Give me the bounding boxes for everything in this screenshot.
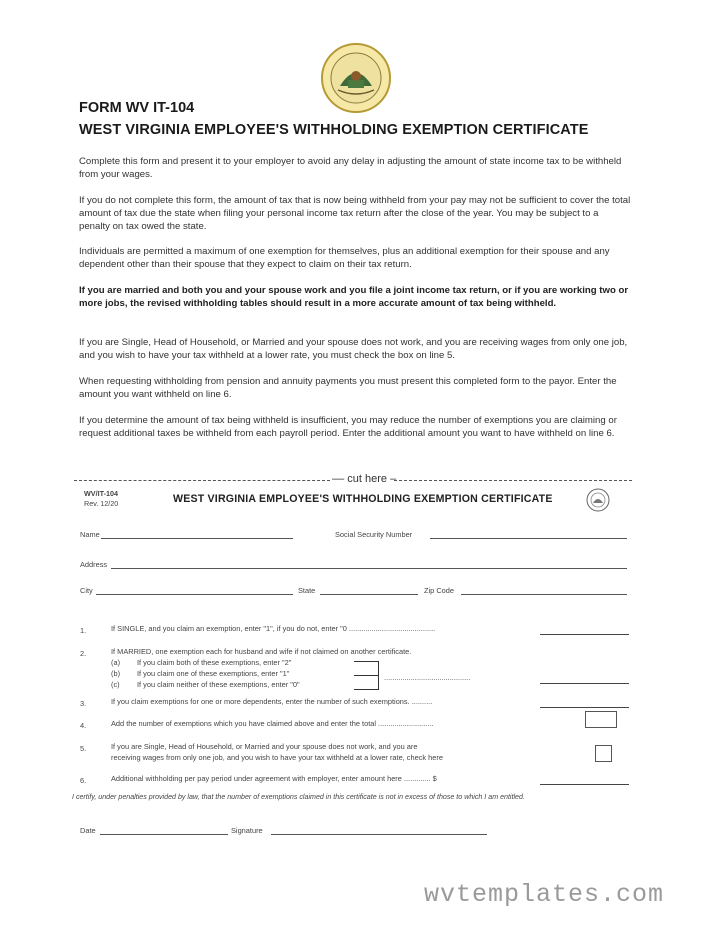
- certificate-revision: Rev. 12/20: [84, 499, 119, 508]
- line-5-text-1: If you are Single, Head of Household, or Married and your spouse does not work, and you are: [111, 742, 418, 751]
- line-4-number: 4.: [80, 721, 87, 730]
- city-field[interactable]: [96, 594, 293, 595]
- form-title: WEST VIRGINIA EMPLOYEE'S WITHHOLDING EXEMPTION CERTIFICATE: [79, 122, 589, 138]
- ssn-label: Social Security Number: [335, 530, 413, 539]
- instruction-paragraph-5: If you are Single, Head of Household, or Married and your spouse does not work, and you are receiving wages from only one job, and you wish to have your tax withheld at a lower rate, you must check the box on line 5.: [79, 337, 628, 361]
- line-2a-label: (a): [111, 658, 121, 667]
- zip-label: Zip Code: [424, 586, 454, 595]
- certification-statement: I certify, under penalties provided by law, that the number of exemptions claimed in this certificate is not in excess of those to which I am entitled.: [72, 793, 525, 801]
- line-1-answer[interactable]: [540, 634, 629, 635]
- cut-line: [74, 473, 632, 487]
- zip-field[interactable]: [461, 594, 627, 595]
- date-label: Date: [80, 826, 96, 835]
- name-label: Name: [80, 530, 100, 539]
- state-seal-icon: [320, 42, 392, 114]
- address-label: Address: [80, 560, 108, 569]
- state-field[interactable]: [320, 594, 418, 595]
- name-field[interactable]: [101, 538, 293, 539]
- line-3-answer[interactable]: [540, 707, 629, 708]
- line-2-answer[interactable]: [540, 683, 629, 684]
- line-2-number: 2.: [80, 649, 87, 658]
- line-5-checkbox[interactable]: [595, 745, 612, 762]
- instruction-paragraph-4: If you are married and both you and your spouse work and you file a joint income tax return, or if you are working two or more jobs, the revised withholding tables should result in a more accurate amount of tax being withheld.: [79, 285, 629, 309]
- signature-field[interactable]: [271, 834, 487, 835]
- line-2b-text: If you claim one of these exemptions, enter "1": [137, 669, 290, 678]
- line-5-number: 5.: [80, 744, 87, 753]
- line-6-text: Additional withholding per pay period under agreement with employer, enter amount here ............. $: [111, 774, 437, 783]
- line-2-text: If MARRIED, one exemption each for husband and wife if not claimed on another certificate.: [111, 647, 412, 656]
- line-2b-label: (b): [111, 669, 121, 678]
- line-2a-text: If you claim both of these exemptions, enter "2": [137, 658, 292, 667]
- state-label: State: [298, 586, 316, 595]
- certificate-form-code: WV/IT-104: [84, 489, 118, 498]
- cut-here-label: –– cut here –: [332, 473, 397, 485]
- instruction-paragraph-2: If you do not complete this form, the amount of tax that is now being withheld from your pay may not be sufficient to cover the total amount of tax due the state when filing your personal income tax return after the close of the year. You may be subject to a penalty on tax owed the state.: [79, 195, 631, 232]
- line-4-text: Add the number of exemptions which you have claimed above and enter the total ...........................: [111, 719, 434, 728]
- address-field[interactable]: [111, 568, 627, 569]
- date-field[interactable]: [100, 834, 228, 835]
- form-id: FORM WV IT-104: [79, 100, 195, 116]
- city-label: City: [80, 586, 93, 595]
- line-2c-label: (c): [111, 680, 120, 689]
- instruction-paragraph-7: If you determine the amount of tax being withheld is insufficient, you may reduce the number of exemptions you are claiming or request additional taxes be withheld from each payroll period. Enter the additional amount you want to have withheld on line 6.: [79, 415, 617, 439]
- line-4-total-box[interactable]: [585, 711, 617, 728]
- line-6-number: 6.: [80, 776, 87, 785]
- watermark: wvtemplates.com: [424, 880, 665, 909]
- line-5-text-2: receiving wages from only one job, and you wish to have your tax withheld at a lower rate, check here: [111, 753, 443, 762]
- instruction-paragraph-1: Complete this form and present it to your employer to avoid any delay in adjusting the amount of state income tax to be withheld from your wages.: [79, 156, 622, 180]
- line-2-dots: ..........................................: [384, 673, 471, 682]
- line-6-answer[interactable]: [540, 784, 629, 785]
- instruction-paragraph-3: Individuals are permitted a maximum of one exemption for themselves, plus an additional exemption for their spouse and any dependent other than their spouse that they expect to claim on their tax return.: [79, 246, 610, 270]
- line-1-number: 1.: [80, 626, 87, 635]
- certificate-title: WEST VIRGINIA EMPLOYEE'S WITHHOLDING EXEMPTION CERTIFICATE: [173, 493, 553, 505]
- line-2-bracket-mid: [354, 675, 378, 676]
- line-3-text: If you claim exemptions for one or more dependents, enter the number of such exemptions. ..........: [111, 697, 433, 706]
- signature-label: Signature: [231, 826, 263, 835]
- line-3-number: 3.: [80, 699, 87, 708]
- line-2c-text: If you claim neither of these exemptions, enter "0": [137, 680, 300, 689]
- mini-seal-icon: [586, 488, 610, 512]
- instruction-paragraph-6: When requesting withholding from pension and annuity payments you must present this completed form to the payor. Enter the amount you want withheld on line 6.: [79, 376, 617, 400]
- line-1-text: If SINGLE, and you claim an exemption, enter "1", if you do not, enter "0 ..........................................: [111, 624, 436, 633]
- ssn-field[interactable]: [430, 538, 627, 539]
